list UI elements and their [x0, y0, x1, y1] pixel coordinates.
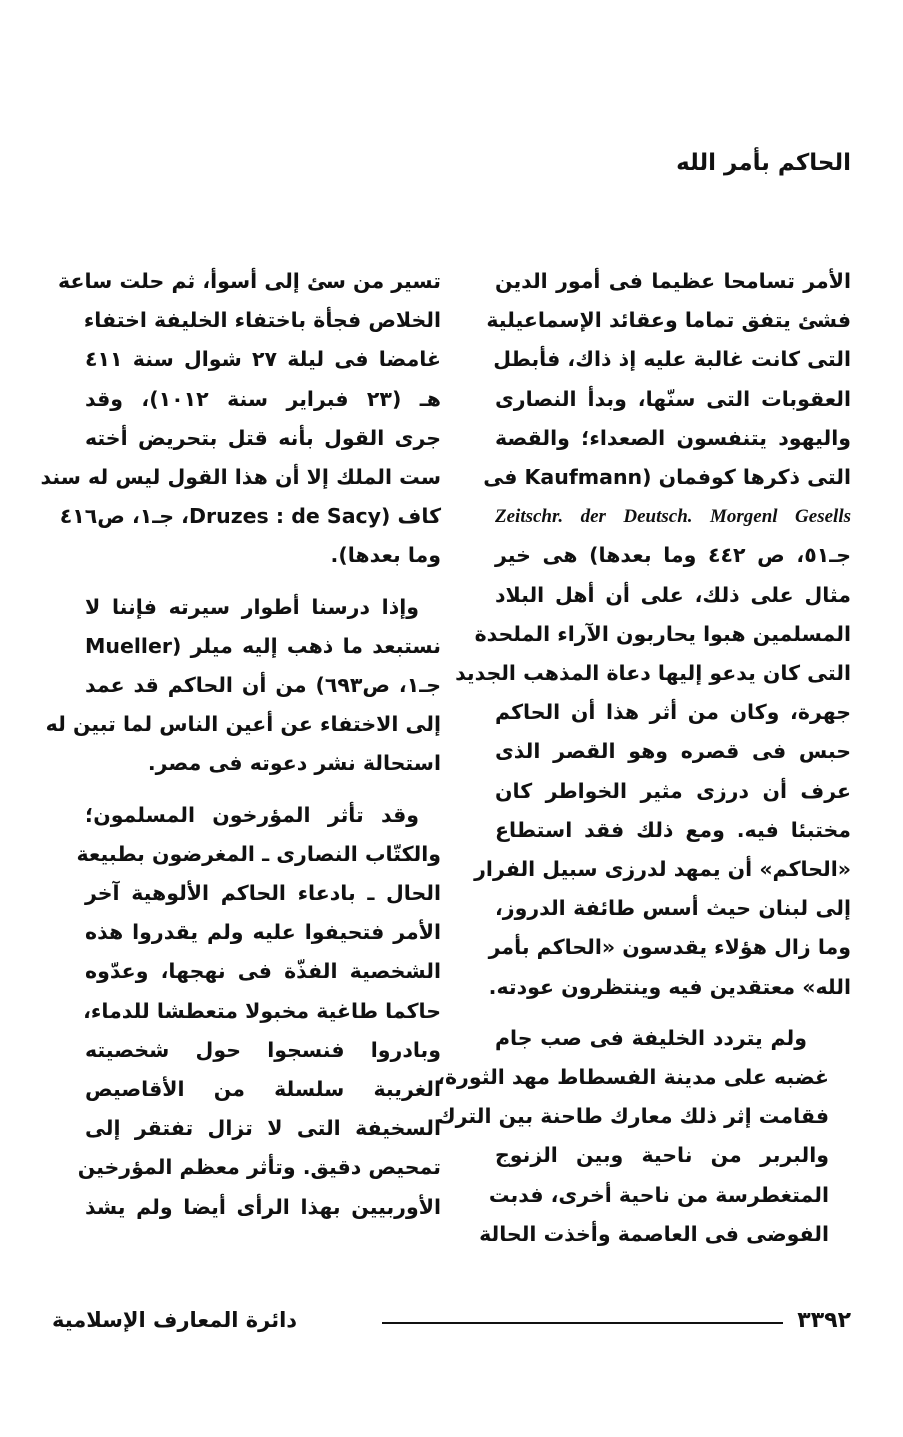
- text-line: وبادروا فنسجوا حول شخصيته: [85, 1037, 441, 1062]
- right-column: [436, 262, 852, 1266]
- text-line: جرى القول بأنه قتل بتحريض أخته: [85, 425, 441, 450]
- text-line: المسلمين هبوا يحاربون الآراء الملحدة: [474, 621, 851, 646]
- text-line: التى كانت غالبة عليه إذ ذاك، فأبطل: [493, 347, 851, 372]
- text-line: الحال ـ بادعاء الحاكم الألوهية آخر: [85, 881, 441, 906]
- text-line: مختبئا فيه. ومع ذلك فقد استطاع: [495, 817, 851, 842]
- text-line: جهرة، وكان من أثر هذا أن الحاكم: [495, 700, 851, 725]
- text-line: السخيفة التى لا تزال تفتقر إلى: [85, 1116, 441, 1141]
- paragraph: [40, 262, 442, 576]
- text-line-latin: Zeitschr. der Deutsch. Morgenl Gesells: [495, 506, 851, 528]
- text-line: المتغطرسة من ناحية أخرى، فدبت: [488, 1182, 829, 1207]
- text-line: كاف (Druzes : de Sacy، جـ١، ص٤١٦: [59, 504, 441, 529]
- paragraph: [455, 262, 852, 1007]
- text-line: تسير من سئ إلى أسوأ، ثم حلت ساعة: [58, 269, 441, 293]
- text-line: غضبه على مدينة الفسطاط مهد الثورة،: [437, 1065, 829, 1090]
- text-line: العقوبات التى سنّها، وبدأ النصارى: [495, 386, 851, 411]
- text-line: استحالة نشر دعوته فى مصر.: [147, 751, 441, 776]
- text-line: «الحاكم» أن يمهد لدرزى سبيل الفرار: [474, 857, 851, 882]
- text-line: الأمر تسامحا عظيما فى أمور الدين: [495, 269, 851, 293]
- text-line: والكتّاب النصارى ـ المغرضون بطبيعة: [76, 841, 441, 866]
- text-line: الأمر فتحيفوا عليه ولم يقدروا هذه: [85, 920, 441, 945]
- publication-title: دائرة المعارف الإسلامية: [52, 1308, 298, 1332]
- page-footer: [52, 1308, 851, 1338]
- left-column: [40, 262, 442, 1239]
- text-line: حاكما طاغية مخبولا متعطشا للدماء،: [83, 998, 441, 1023]
- paragraph: [436, 1019, 851, 1254]
- text-line: غامضا فى ليلة ٢٧ شوال سنة ٤١١: [85, 347, 442, 372]
- text-line: نستبعد ما ذهب إليه ميلر (Mueller: [85, 633, 441, 658]
- text-line: والبربر من ناحية وبين الزنوج: [495, 1143, 829, 1168]
- text-line: ست الملك إلا أن هذا القول ليس له سند: [40, 465, 441, 490]
- text-line: وإذا درسنا أطوار سيرته فإننا لا: [85, 594, 419, 619]
- text-line: الغريبة سلسلة من الأقاصيص: [85, 1077, 441, 1102]
- text-line: الأوربيين بهذا الرأى أيضا ولم يشذ: [85, 1194, 441, 1219]
- text-line: إلى الاختفاء عن أعين الناس لما تبين له: [45, 712, 441, 737]
- running-header: الحاكم بأمر الله: [676, 150, 851, 176]
- text-line: الفوضى فى العاصمة وأخذت الحالة: [479, 1221, 829, 1246]
- text-line: تمحيص دقيق. وتأثر معظم المؤرخين: [77, 1155, 441, 1180]
- text-line: الخلاص فجأة باختفاء الخليفة اختفاء: [83, 308, 441, 333]
- text-line: إلى لبنان حيث أسس طائفة الدروز،: [495, 896, 851, 921]
- text-line: الشخصية الفذّة فى نهجها، وعدّوه: [85, 959, 441, 984]
- text-line: التى ذكرها كوفمان (Kaufmann فى: [483, 465, 851, 490]
- page-number: ٣٣٩٢: [797, 1308, 851, 1333]
- text-line: عرف أن درزى مثير الخواطر كان: [495, 778, 851, 803]
- text-line: جـ٥١، ص ٤٤٢ وما بعدها) هى خير: [495, 543, 852, 568]
- paragraph: [45, 588, 441, 784]
- text-line: وقد تأثر المؤرخون المسلمون؛: [85, 802, 419, 827]
- text-line: فشئ يتفق تماما وعقائد الإسماعيلية: [486, 308, 851, 333]
- text-line: التى كان يدعو إليها دعاة المذهب الجديد: [455, 661, 851, 686]
- text-line: واليهود يتنفسون الصعداء؛ والقصة: [495, 425, 851, 450]
- text-line: وما زال هؤلاء يقدسون «الحاكم بأمر: [488, 935, 851, 960]
- text-line: جـ١، ص٦٩٣) من أن الحاكم قد عمد: [85, 673, 441, 698]
- text-line: حبس فى قصره وهو القصر الذى: [495, 739, 851, 764]
- footer-rule: [382, 1322, 783, 1324]
- text-line: مثال على ذلك، على أن أهل البلاد: [495, 582, 851, 607]
- text-line: فقامت إثر ذلك معارك طاحنة بين الترك: [436, 1104, 829, 1129]
- paragraph: [76, 796, 441, 1227]
- text-line: الله» معتقدين فيه وينتظرون عودته.: [488, 974, 851, 999]
- text-line: هـ (٢٣ فبراير سنة ١٠١٢)، وقد: [85, 386, 441, 411]
- text-line: ولم يتردد الخليفة فى صب جام: [495, 1025, 807, 1050]
- text-line: وما بعدها).: [330, 543, 441, 568]
